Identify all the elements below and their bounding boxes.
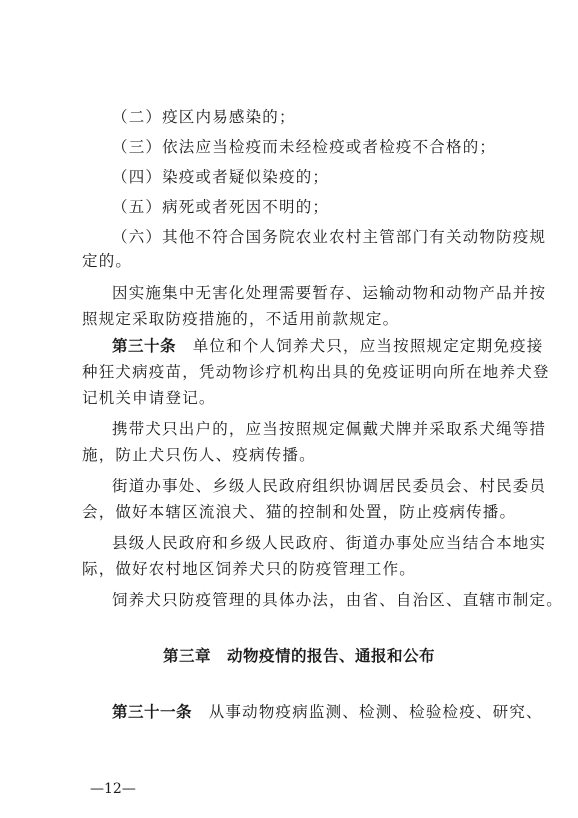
article-30-heading: 第三十条 xyxy=(112,337,177,355)
para-exception-line1: 因实施集中无害化处理需要暂存、运输动物和动物产品并按 xyxy=(112,284,547,302)
item-5: （五）病死或者死因不明的； xyxy=(112,198,330,216)
article-31-line1 xyxy=(112,702,543,722)
article-30-line1-text: 单位和个人饲养犬只，应当按照规定定期免疫接 xyxy=(176,337,544,355)
article-30-line2: 种狂犬病疫苗，凭动物诊疗机构出具的免疫证明向所在地养犬登 xyxy=(82,363,550,381)
article-30-p5-line1: 饲养犬只防疫管理的具体办法，由省、自治区、直辖市制定。 xyxy=(112,591,563,609)
item-2: （二）疫区内易感染的； xyxy=(112,108,296,126)
page-number: —12— xyxy=(90,781,136,797)
article-30-p3-line1: 街道办事处、乡级人民政府组织协调居民委员会、村民委员 xyxy=(112,477,547,495)
item-6-line2: 定的。 xyxy=(82,252,133,270)
item-4: （四）染疫或者疑似染疫的； xyxy=(112,168,330,186)
item-6-line1: （六）其他不符合国务院农业农村主管部门有关动物防疫规 xyxy=(112,228,547,246)
article-30-line1 xyxy=(112,336,543,356)
article-31-heading: 第三十一条 xyxy=(112,703,193,721)
article-30-line3: 记机关申请登记。 xyxy=(82,389,216,407)
para-exception-line2: 照规定采取防疫措施的，不适用前款规定。 xyxy=(82,310,400,328)
article-31-line1-text: 从事动物疫病监测、检测、检验检疫、研究、 xyxy=(192,703,543,721)
chapter-3-title: 第三章 动物疫情的报告、通报和公布 xyxy=(163,647,436,665)
article-30-p3-line2: 会，做好本辖区流浪犬、猫的控制和处置，防止疫病传播。 xyxy=(82,503,517,521)
article-30-p2-line2: 施，防止犬只伤人、疫病传播。 xyxy=(82,446,316,464)
article-30-p2-line1: 携带犬只出户的，应当按照规定佩戴犬牌并采取系犬绳等措 xyxy=(112,420,547,438)
article-30-p4-line2: 际，做好农村地区饲养犬只的防疫管理工作。 xyxy=(82,560,417,578)
item-3: （三）依法应当检疫而未经检疫或者检疫不合格的； xyxy=(112,138,497,156)
article-30-p4-line1: 县级人民政府和乡级人民政府、街道办事处应当结合本地实 xyxy=(112,534,547,552)
